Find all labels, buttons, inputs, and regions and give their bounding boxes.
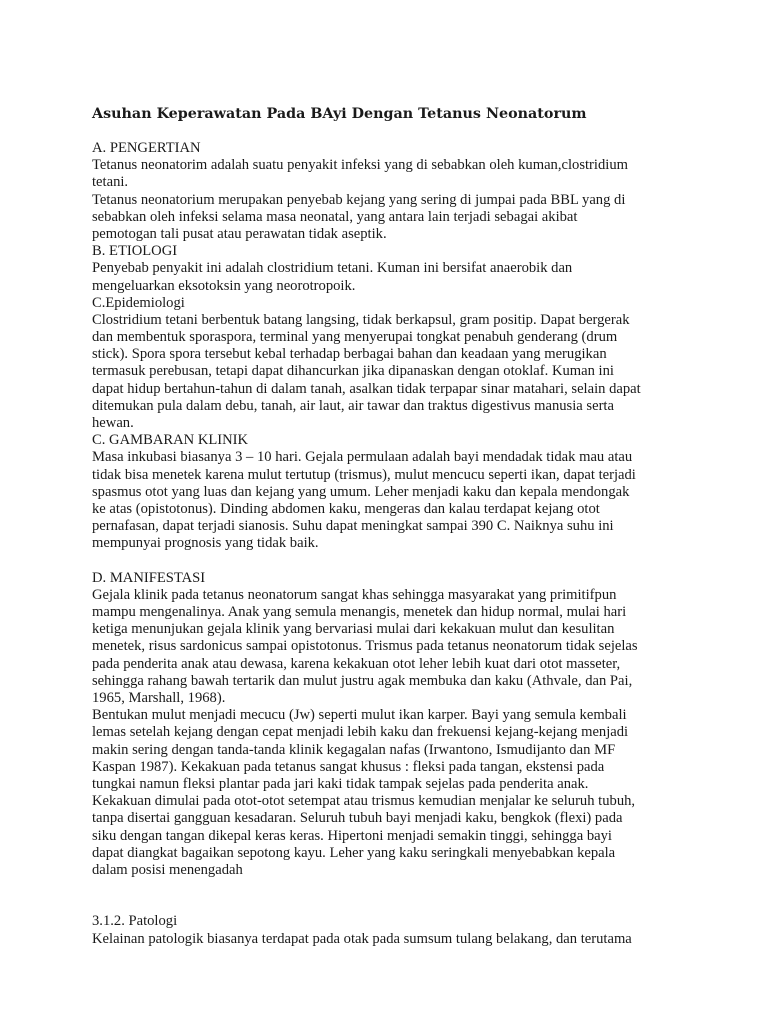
text-line: Clostridium tetani berbentuk batang langsing, tidak berkapsul, gram positip. Dapat bergerak [92,311,630,328]
blank-line [92,896,688,913]
document-title: Asuhan Keperawatan Pada BAyi Dengan Tetanus Neonatorum [92,106,587,122]
text-line: lemas setelah kejang dengan cepat menjadi lebih kaku dan frekuensi kejang-kejang menjadi [92,724,629,741]
text-line: tidak bisa menetek karena mulut tertutup (trismus), mulut mencucu seperti ikan, dapat terjadi [92,466,636,483]
text-line: mempunyai prognosis yang tidak baik. [92,535,319,552]
text-line: tetani. [92,174,129,191]
text-line: ketiga menunjukan gejala klinik yang bervariasi mulai dari kekakuan mulut dan kesulitan [92,621,615,638]
text-line: mampu mengenalinya. Anak yang semula menangis, menetek dan hidup normal, mulai hari [92,604,627,621]
text-line: 1965, Marshall, 1968). [92,690,226,706]
text-line: A. PENGERTIAN [92,140,201,156]
text-line: Kelainan patologik biasanya terdapat pada otak pada sumsum tulang belakang, dan terutama [92,930,632,947]
text-line: dalam posisi menengadah [92,861,243,878]
text-line: hewan. [92,415,134,431]
text-line: dapat diangkat bagaikan sepotong kayu. Leher yang kaku seringkali menyebabkan kepala [92,844,616,861]
text-line: Tetanus neonatorim adalah suatu penyakit infeksi yang di sebabkan oleh kuman,clostridium [92,157,628,174]
blank-line [92,553,688,570]
text-line: C.Epidemiologi [92,294,185,311]
text-line: dapat hidup bertahun-tahun di dalam tanah, asalkan tidak terpapar sinar matahari, selain dapat [92,380,641,397]
text-line: C. GAMBARAN KLINIK [92,432,249,449]
text-line: ke atas (opistotonus). Dinding abdomen kaku, mengeras dan kalau terdapat kejang otot [92,500,600,517]
text-line: tungkai namun fleksi plantar pada jari kaki tidak tampak sejelas pada penderita anak. [92,775,589,792]
text-line: D. MANIFESTASI [92,569,206,586]
text-line: dan membentuk sporaspora, terminal yang menyerupai tongkat penabuh genderang (drum [92,329,618,346]
text-line: pemotogan tali pusat atau perawatan tidak aseptik. [92,225,387,242]
text-line: termasuk perebusan, tetapi dapat dihancurkan jika dipanaskan dengan otoklaf. Kuman ini [92,363,614,380]
text-line: spasmus otot yang luas dan kejang yang umum. Leher menjadi kaku dan kepala mendongak [92,483,630,500]
text-line: 3.1.2. Patologi [92,913,178,930]
text-line: mengeluarkan eksotoksin yang neorotropoik. [92,277,356,294]
text-line: Gejala klinik pada tetanus neonatorum sangat khas sehingga masyarakat yang primitifpun [92,586,617,603]
text-line: pada penderita anak atau dewasa, karena kekakuan otot leher lebih kuat dari otot masseter, [92,655,621,672]
text-line: Bentukan mulut menjadi mecucu (Jw) seperti mulut ikan karper. Bayi yang semula kembali [92,707,627,724]
blank-line [92,879,688,896]
text-line: Penyebab penyakit ini adalah clostridium tetani. Kuman ini bersifat anaerobik dan [92,260,573,277]
text-line: siku dengan tangan dikepal keras keras. Hipertoni menjadi semakin tinggi, sehingga bayi [92,827,612,844]
text-line: stick). Spora spora tersebut kebal terhadap berbagai bahan dan keadaan yang merugikan [92,346,607,363]
text-line: makin sering dengan tanda-tanda klinik kegagalan nafas (Irwantono, Ismudijanto dan MF [92,741,616,758]
text-line: tanpa disertai gangguan kesadaran. Seluruh tubuh bayi menjadi kaku, bengkok (flexi) pada [92,810,623,827]
text-line: B. ETIOLOGI [92,243,178,260]
text-line: menetek, risus sardonicus sampai opistotonus. Trismus pada tetanus neonatorum tidak sejelas [92,638,638,655]
document-body [92,140,688,948]
text-line: sebabkan oleh infeksi selama masa neonatal, yang antara lain terjadi sebagai akibat [92,208,578,225]
text-line: Kaspan 1987). Kekakuan pada tetanus sangat khusus : fleksi pada tangan, ekstensi pada [92,758,605,775]
text-line: sehingga rahang bawah tertarik dan mulut justru agak membuka dan kaku (Athvale, dan Pai, [92,672,633,689]
text-line: Masa inkubasi biasanya 3 – 10 hari. Gejala permulaan adalah bayi mendadak tidak mau atau [92,449,633,466]
text-line: pernafasan, dapat terjadi sianosis. Suhu dapat meningkat sampai 390 C. Naiknya suhu ini [92,518,614,535]
text-line: ditemukan pula dalam debu, tanah, air laut, air tawar dan traktus digestivus manusia serta [92,397,614,414]
text-line: Kekakuan dimulai pada otot-otot setempat atau trismus kemudian menjalar ke seluruh tubuh, [92,793,636,810]
text-line: Tetanus neonatorium merupakan penyebab kejang yang sering di jumpai pada BBL yang di [92,191,626,208]
